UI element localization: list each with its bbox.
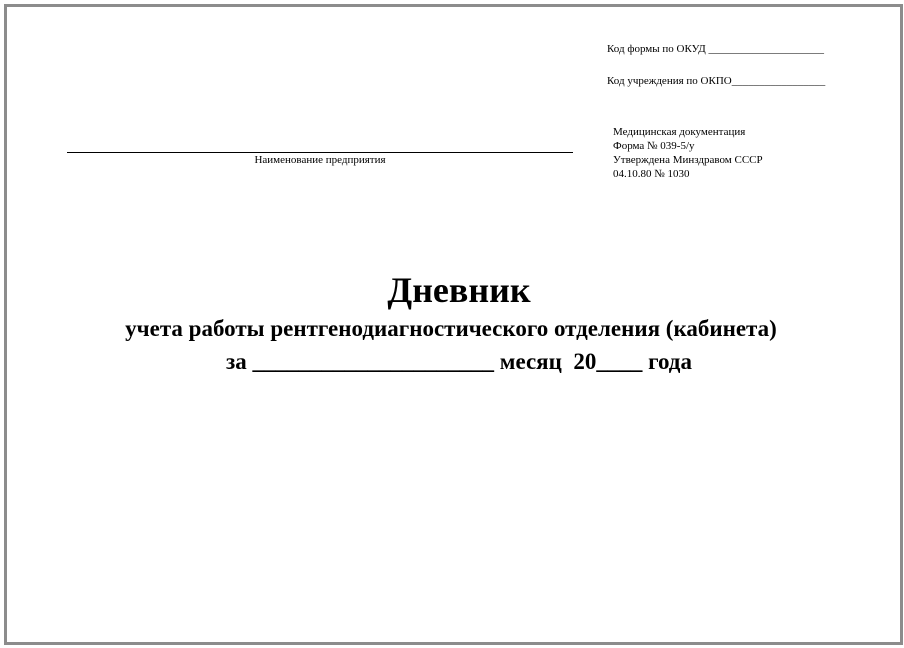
document-frame (4, 4, 903, 645)
enterprise-name-field (67, 152, 573, 166)
form-number: Форма № 039-5/у (613, 140, 695, 152)
period-line: за _____________________ месяц 20____ года (226, 349, 692, 374)
medical-documentation-block (613, 125, 763, 181)
okpo-code-line: Код учреждения по ОКПО_________________ (607, 75, 826, 87)
document-title: Дневник (387, 270, 531, 310)
form-codes (607, 43, 825, 107)
document-subtitle: учета работы рентгенодиагностического отделения (кабинета) (125, 316, 777, 341)
approval-line: Утверждена Минздравом СССР (613, 154, 763, 166)
enterprise-caption: Наименование предприятия (254, 154, 386, 166)
med-doc-line-1: Медицинская документация (613, 126, 746, 138)
approval-date: 04.10.80 № 1030 (613, 168, 690, 180)
okud-code-line: Код формы по ОКУД _____________________ (607, 43, 825, 55)
